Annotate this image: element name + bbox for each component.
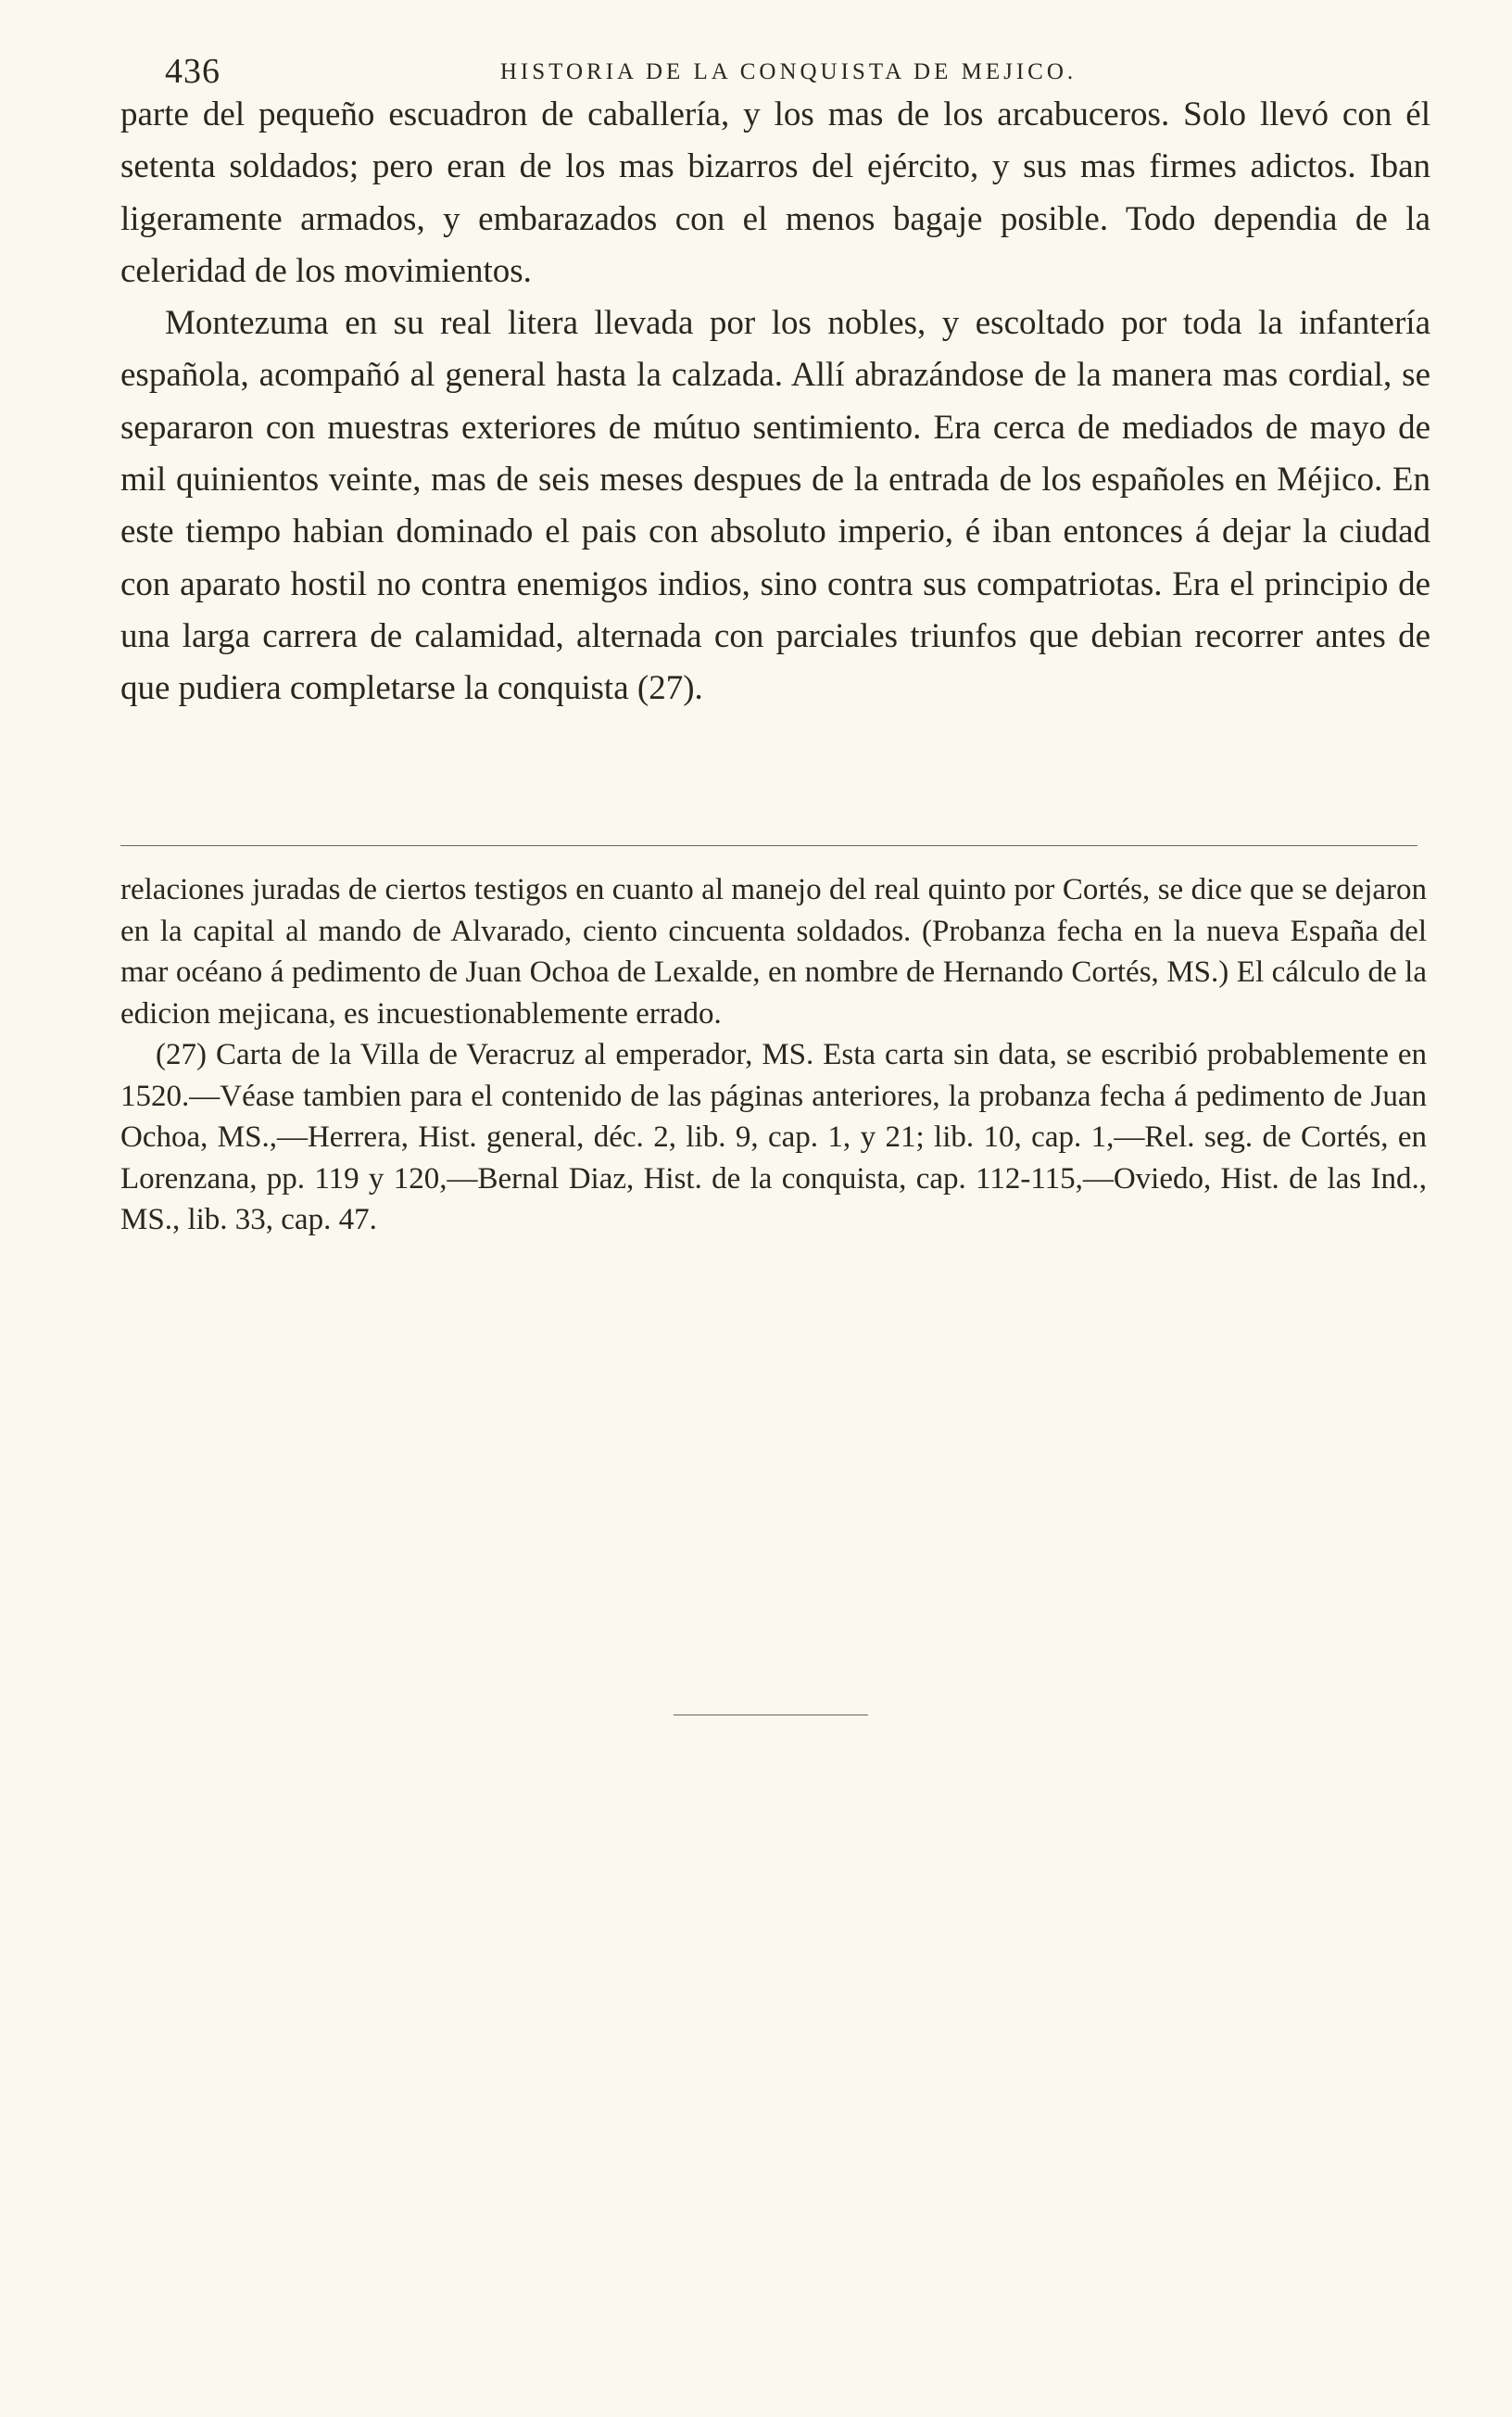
body-paragraph: parte del pequeño escuadron de caballería, y los mas de los arcabuceros. Solo llevó con él setenta soldados; pero eran de los mas bizarros del ejército, y sus mas firmes adictos. Iban ligeramente armados, y embarazados con el menos bagaje posible. Todo dependia de la celeridad de los movimientos. — [120, 95, 1430, 290]
footnote-continuation: relaciones juradas de ciertos testigos en cuanto al manejo del real quinto por Cortés, se dice que se dejaron en la capital al mando de Alvarado, ciento cincuenta soldados. (Probanza fecha en la nueva España del mar océano á pedimento de Juan Ochoa de Lexalde, en nombre de Hernando Cortés, MS.) El cálculo de la edicion mejicana, es incuestionablemente errado. — [120, 873, 1427, 1031]
main-text — [120, 89, 1430, 715]
page-number: 436 — [165, 52, 220, 91]
running-head: HISTORIA DE LA CONQUISTA DE MEJICO. — [499, 59, 1077, 84]
footnote-separator-rule — [120, 845, 1418, 846]
body-paragraph: Montezuma en su real litera llevada por los nobles, y escoltado por toda la infantería española, acompañó al general hasta la calzada. Allí abrazándose de la manera mas cordial, se separaron con muestras exteriores de mútuo sentimiento. Era cerca de mediados de mayo de mil quinientos veinte, mas de seis meses despues de la entrada de los españoles en Méjico. En este tiempo habian dominado el pais con absoluto imperio, é iban entonces á dejar la ciudad con aparato hostil no contra enemigos indios, sino contra sus compatriotas. Era el principio de una larga carrera de calamidad, alternada con parciales triunfos que debian recorrer antes de que pudiera completarse la conquista (27). — [120, 304, 1430, 708]
footnotes — [120, 869, 1427, 1241]
page-header — [165, 48, 1412, 95]
footnote-27: (27) Carta de la Villa de Veracruz al emperador, MS. Esta carta sin data, se escribió probablemente en 1520.—Véase tambien para el contenido de las páginas anteriores, la probanza fecha á pedimento de Juan Ochoa, MS.,—Herrera, Hist. general, déc. 2, lib. 9, cap. 1, y 21; lib. 10, cap. 1,—Rel. seg. de Cortés, en Lorenzana, pp. 119 y 120,—Bernal Diaz, Hist. de la conquista, cap. 112-115,—Oviedo, Hist. de las Ind., MS., lib. 33, cap. 47. — [120, 1038, 1427, 1236]
